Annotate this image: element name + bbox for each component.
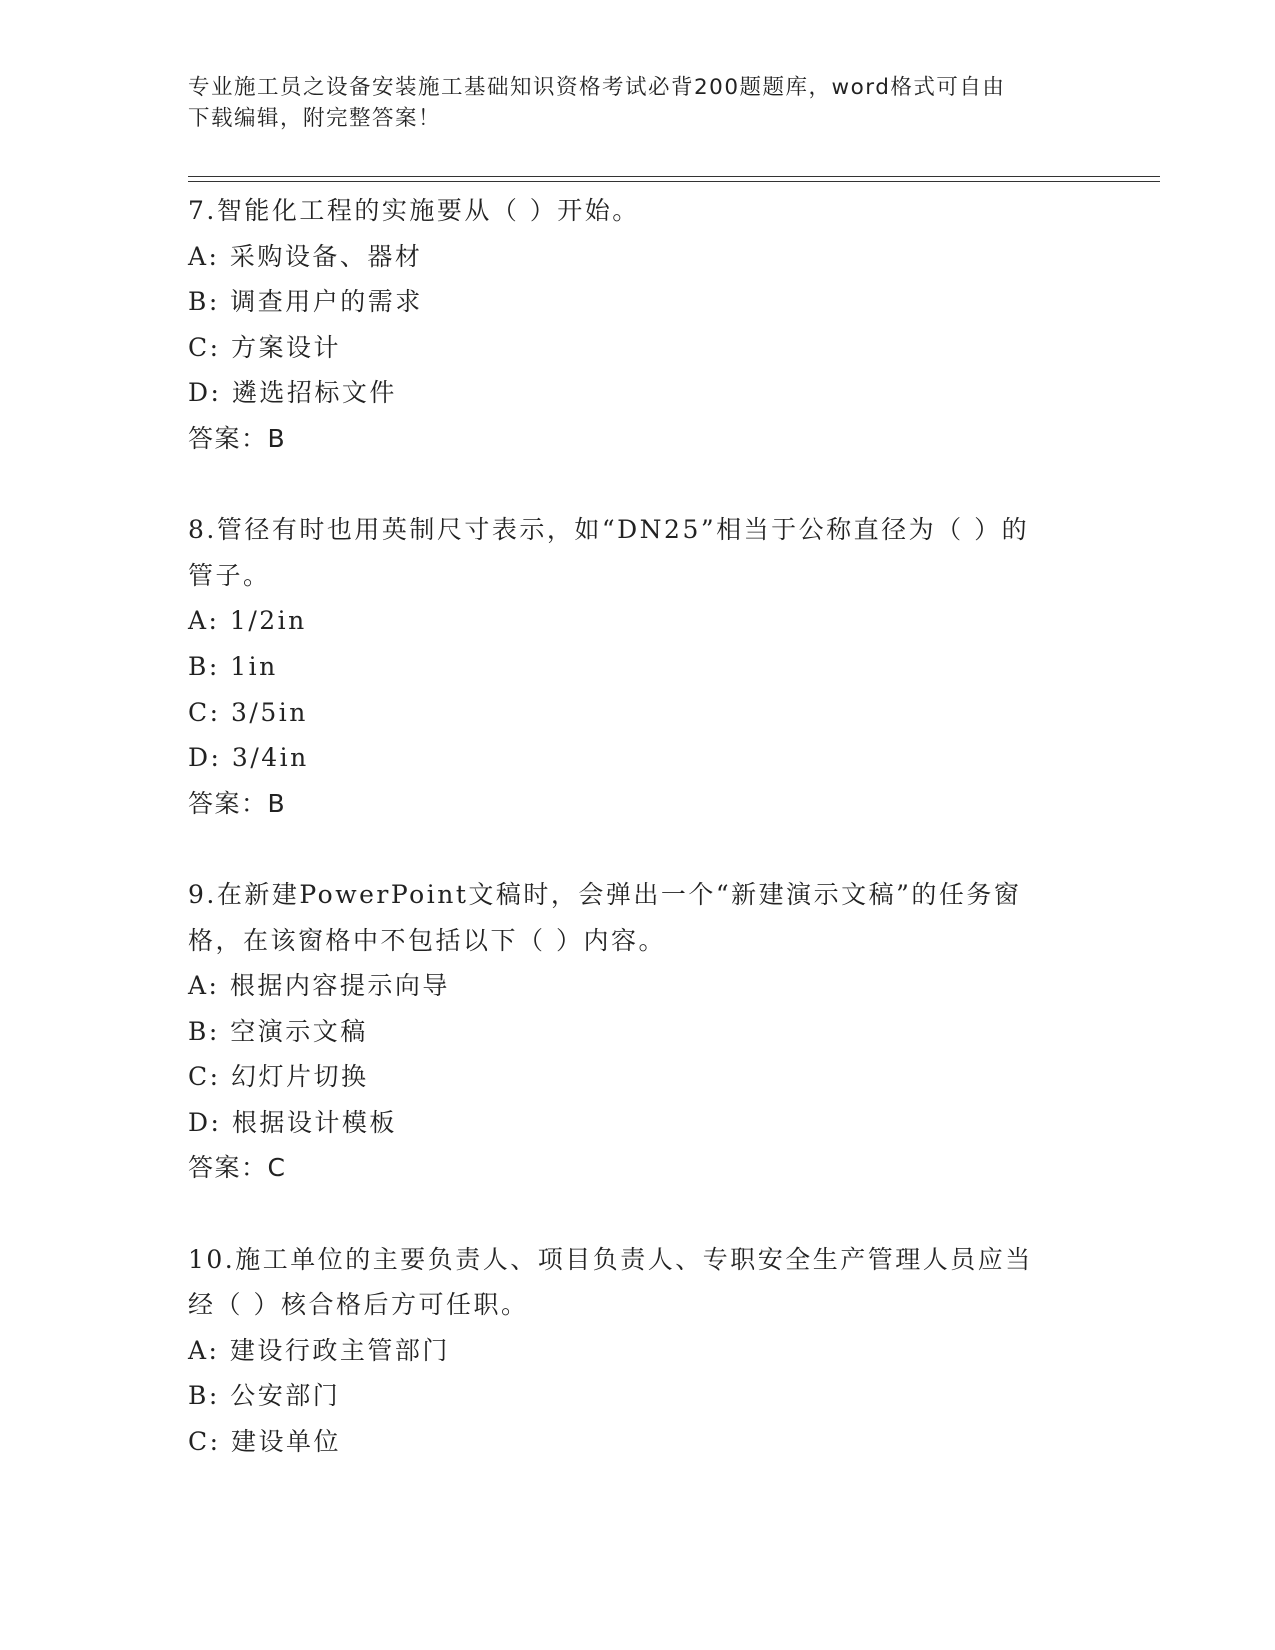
question-stem-continued: 格，在该窗格中不包括以下（ ）内容。 [188, 925, 666, 955]
option-d: D: 根据设计模板 [188, 1107, 397, 1137]
answer-line: 答案：B [188, 423, 287, 453]
question-block [188, 507, 1088, 826]
option-b: B: 调查用户的需求 [188, 287, 423, 317]
question-stem: 10.施工单位的主要负责人、项目负责人、专职安全生产管理人员应当 [188, 1244, 1033, 1274]
question-block [188, 188, 1088, 462]
question-spacer [188, 826, 1088, 872]
question-stem: 9.在新建PowerPoint文稿时，会弹出一个“新建演示文稿”的任务窗 [188, 879, 1022, 909]
question-stem: 7.智能化工程的实施要从（ ）开始。 [188, 196, 640, 225]
question-list [188, 188, 1088, 1465]
header-divider-top [188, 176, 1160, 177]
answer-line: 答案：C [188, 1153, 287, 1183]
question-stem-continued: 管子。 [188, 560, 271, 590]
question-block [188, 872, 1088, 1191]
option-a: A: 根据内容提示向导 [188, 971, 450, 1001]
option-a: A: 1/2in [188, 606, 307, 636]
question-block [188, 1237, 1088, 1465]
option-c: C: 建设单位 [188, 1427, 341, 1457]
answer-line: 答案：B [188, 788, 287, 818]
question-spacer [188, 1191, 1088, 1237]
question-stem-continued: 经（ ）核合格后方可任职。 [188, 1290, 529, 1320]
option-c: C: 幻灯片切换 [188, 1062, 369, 1092]
option-a: A: 建设行政主管部门 [188, 1335, 450, 1365]
option-d: D: 3/4in [188, 743, 309, 773]
option-a: A: 采购设备、器材 [188, 241, 423, 271]
option-b: B: 空演示文稿 [188, 1016, 368, 1046]
option-c: C: 3/5in [188, 697, 308, 727]
header-line-2: 下载编辑，附完整答案！ [188, 106, 442, 131]
question-stem: 8.管径有时也用英制尺寸表示，如“DN25”相当于公称直径为（ ）的 [188, 515, 1030, 545]
option-b: B: 公安部门 [188, 1381, 341, 1411]
option-b: B: 1in [188, 651, 278, 681]
option-c: C: 方案设计 [188, 332, 341, 362]
question-spacer [188, 462, 1088, 508]
header-line-1: 专业施工员之设备安装施工基础知识资格考试必背200题题库，word格式可自由 [188, 75, 1006, 100]
option-d: D: 遴选招标文件 [188, 378, 397, 408]
header-divider-bottom [188, 181, 1160, 182]
document-header [188, 72, 1068, 134]
